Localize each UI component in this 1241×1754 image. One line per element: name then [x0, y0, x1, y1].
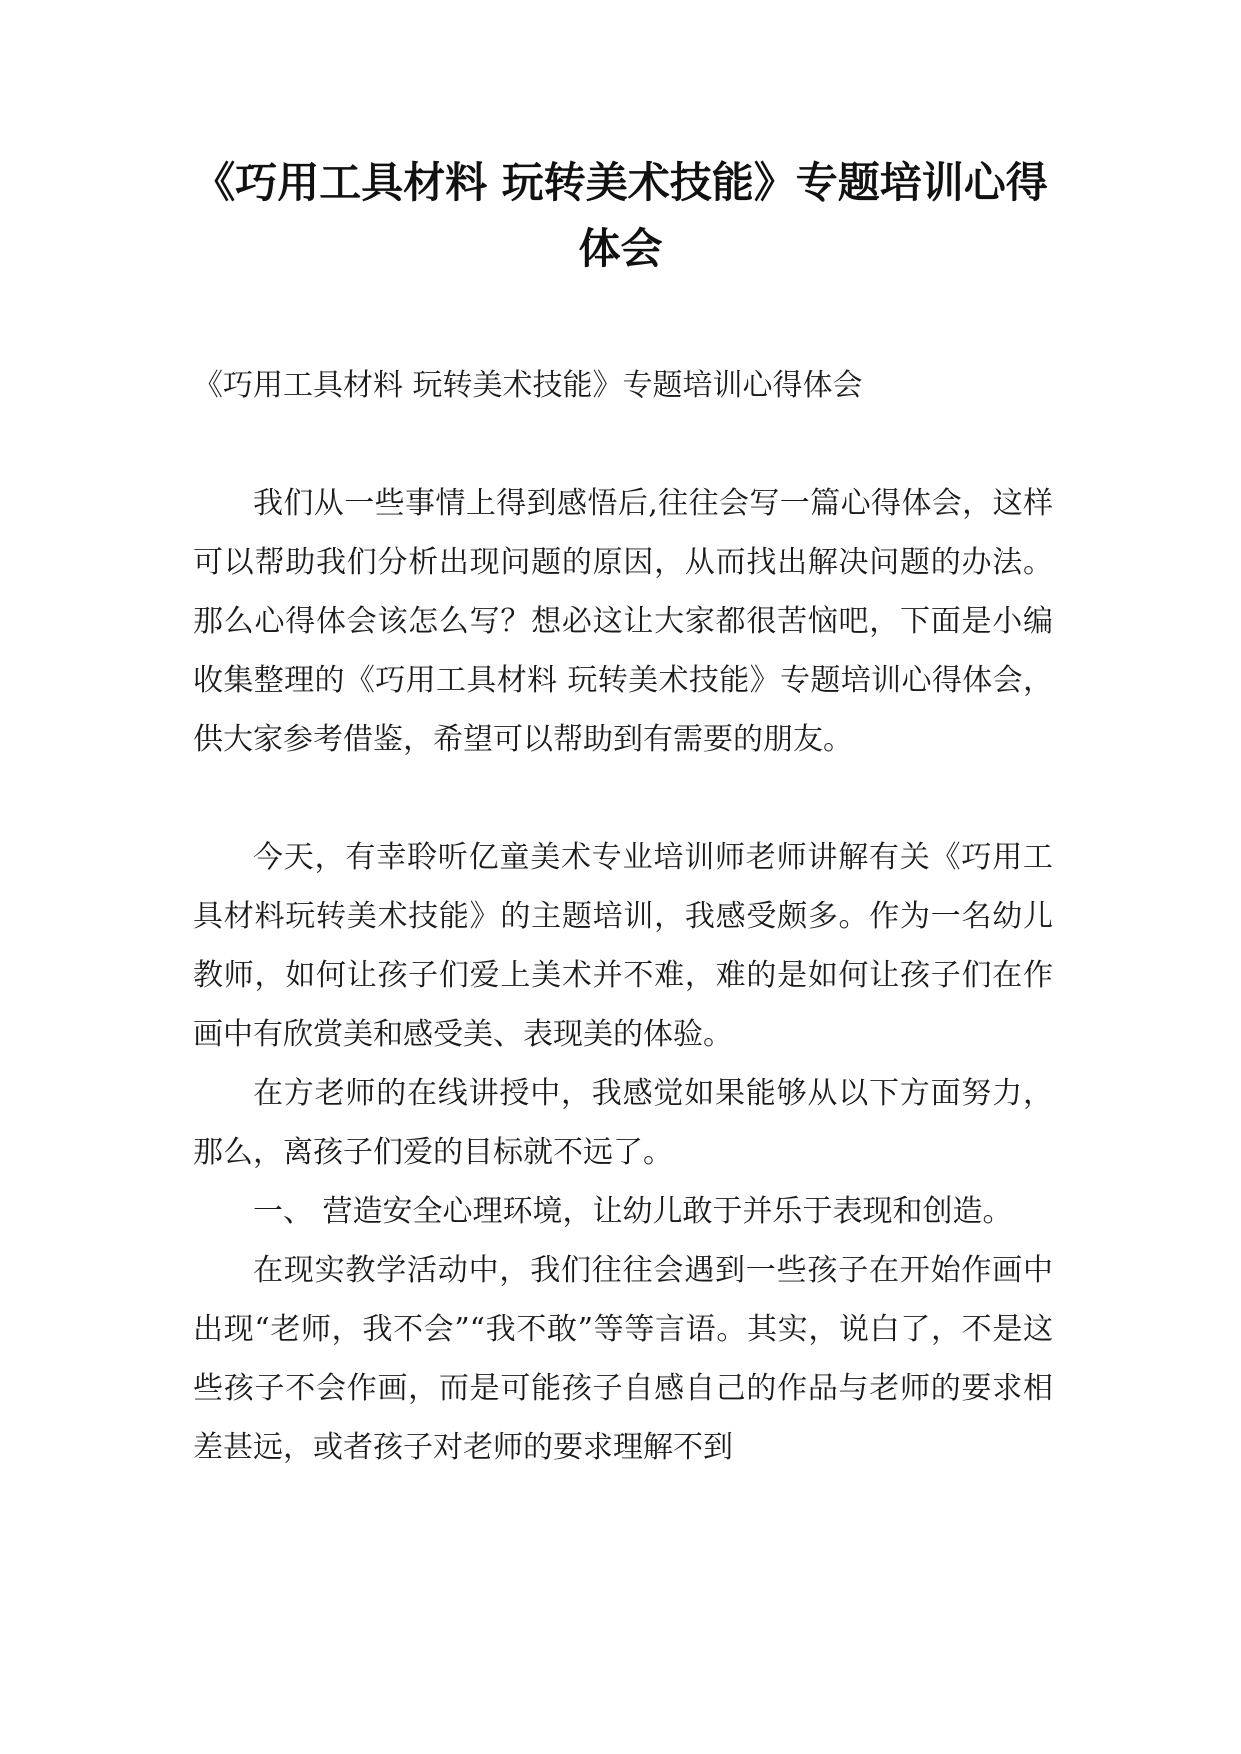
- body-paragraph: 在方老师的在线讲授中，我感觉如果能够从以下方面努力，那么，离孩子们爱的目标就不远了。: [193, 1076, 1053, 1170]
- body-paragraph: 今天，有幸聆听亿童美术专业培训师老师讲解有关《巧用工具材料玩转美术技能》的主题培训，我感受颇多。作为一名幼儿教师，如何让孩子们爱上美术并不难，难的是如何让孩子们在作画中有欣赏美和感受美、表现美的体验。: [193, 840, 1053, 1052]
- body-paragraph: 在现实教学活动中，我们往往会遇到一些孩子在开始作画中出现“老师，我不会”“我不敢”等等言语。其实，说白了，不是这些孩子不会作画，而是可能孩子自感自己的作品与老师的要求相差甚远，或者孩子对老师的要求理解不到: [193, 1253, 1053, 1465]
- document-subtitle: 《巧用工具材料 玩转美术技能》专题培训心得体会: [193, 368, 863, 403]
- document-title: 《巧用工具材料 玩转美术技能》专题培训心得体会: [193, 158, 1048, 273]
- section-heading: 一、 营造安全心理环境，让幼儿敢于并乐于表现和创造。: [253, 1194, 1013, 1229]
- document-body: [193, 356, 1053, 1477]
- intro-paragraph: 我们从一些事情上得到感悟后,往往会写一篇心得体会，这样可以帮助我们分析出现问题的原因，从而找出解决问题的办法。那么心得体会该怎么写？想必这让大家都很苦恼吧，下面是小编收集整理的《巧用工具材料 玩转美术技能》专题培训心得体会，供大家参考借鉴，希望可以帮助到有需要的朋友。: [193, 486, 1053, 757]
